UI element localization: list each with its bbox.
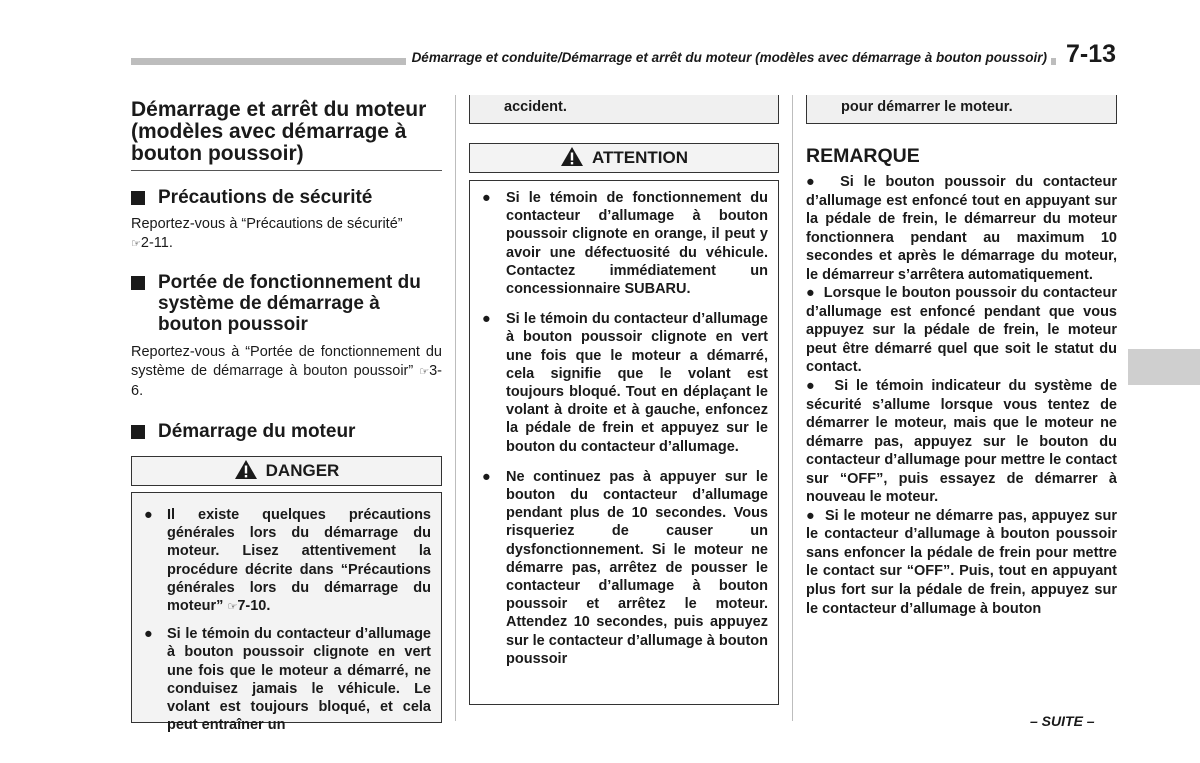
- danger-bullet: ● Il existe quelques précautions générales lors du démarrage du moteur. Lisez attentivement la procédure décrite dans “Précautions générales lors du démarrage du moteur” ☞7-10.: [144, 507, 431, 615]
- bullet-dot: ●: [144, 626, 153, 643]
- chapter-tab: [1128, 349, 1200, 385]
- square-bullet-icon: [131, 425, 145, 439]
- continued-marker: – SUITE –: [1030, 713, 1095, 729]
- remarque-item: ● Si le témoin indicateur du système de sécurité s’allume lorsque vous tentez de démarrer le moteur, mais que le moteur ne démarre pas, appuyez sur le bouton du contacteur d’allumage pour mettre le contact sur “OFF”, puis essayez de démarrer à nouveau le moteur.: [806, 378, 1118, 506]
- heading-range: Portée de fonctionnement du système de démarrage à bouton poussoir: [131, 272, 442, 335]
- warning-triangle-icon: [560, 146, 584, 167]
- page-ref-icon: ☞: [227, 601, 238, 614]
- heading-start-engine: Démarrage du moteur: [131, 421, 442, 442]
- warning-triangle-icon: [234, 459, 258, 480]
- column-middle: [469, 95, 779, 705]
- page-ref[interactable]: 2-11.: [140, 235, 173, 251]
- page-ref[interactable]: 3-6.: [131, 363, 443, 399]
- column-left: [131, 95, 443, 734]
- attention-banner: ATTENTION: [469, 143, 779, 173]
- bullet-dot: ●: [482, 468, 491, 485]
- precautions-text: Reportez-vous à “Précautions de sécurité” ☞2-11.: [131, 216, 403, 251]
- bullet-dot: ●: [806, 285, 816, 302]
- column-right: [806, 95, 1117, 618]
- danger-banner: DANGER: [131, 456, 442, 486]
- heading-precautions: Précautions de sécurité: [131, 187, 442, 208]
- page-ref-icon: ☞: [131, 238, 141, 250]
- attention-bullet: ● Si le témoin du contacteur d’allumage à bouton poussoir clignote en vert une fois que le moteur a démarré, cela signifie que le volant est toujours bloqué. Tout en déplaçant le volant à droite et à gauche, enfoncez la pédale de frein et appuyez sur le bouton du contacteur d’allumage.: [482, 311, 768, 455]
- remarque-item: ● Lorsque le bouton poussoir du contacteur d’allumage est enfoncé pendant que vous appuyez sur la pédale de frein, le moteur peut être démarré quel que soit le statut du contact.: [806, 285, 1117, 376]
- page-number: 7-13: [1066, 40, 1117, 68]
- attention-bullet: ● Ne continuez pas à appuyer sur le bouton du contacteur d’allumage pendant plus de 10 secondes. Vous risqueriez de causer un dysfonctionnement. Si le moteur ne démarre pas, arrêtez de pousser le contacteur d’allumage à bouton poussoir et arrêtez le moteur. Attendez 10 secondes, puis appuyez sur le contacteur d’allumage à bouton poussoir: [482, 468, 768, 667]
- running-header: Démarrage et conduite/Démarrage et arrêt du moteur (modèles avec démarrage à bouton poussoir): [131, 50, 1051, 65]
- square-bullet-icon: [131, 276, 145, 290]
- bullet-dot: ●: [144, 507, 153, 523]
- danger-panel: [131, 492, 442, 734]
- page-ref-icon: ☞: [419, 366, 430, 378]
- remarque-item: ● Si le moteur ne démarre pas, appuyez sur le contacteur d’allumage à bouton poussoir sans enfoncer la pédale de frein pour mettre le contact sur “OFF”. Puis, tout en appuyant plus fort sur la pédale de frein, appuyez sur le contacteur d’allumage à bouton: [806, 507, 1117, 617]
- section-title: Démarrage et arrêt du moteur (modèles avec démarrage à bouton poussoir): [131, 99, 442, 171]
- attention-bullet: ● Si le témoin de fonctionnement du contacteur d’allumage à bouton poussoir clignote en orange, il peut y avoir une défectuosité du véhicule. Contactez immédiatement un concessionnaire SUBARU.: [482, 190, 768, 298]
- continued-box: accident.: [469, 95, 779, 124]
- column-divider: [455, 95, 456, 721]
- remarque-title: REMARQUE: [806, 145, 920, 167]
- bullet-dot: ●: [482, 311, 491, 328]
- bullet-dot: ●: [806, 378, 819, 395]
- bullet-dot: ●: [806, 507, 816, 524]
- page-ref[interactable]: 7-10.: [237, 598, 271, 615]
- remarque-item: ● Si le bouton poussoir du contacteur d’allumage est enfoncé tout en appuyant sur la pédale de frein, le démarreur du moteur fonctionnera pendant au maximum 10 secondes et après le démarrage du moteur, le démarreur s’arrêtera automatiquement.: [806, 174, 1117, 283]
- column-divider: [792, 95, 793, 721]
- danger-bullet: ● Si le témoin du contacteur d’allumage à bouton poussoir clignote en vert une fois que le moteur a démarré, ne conduisez jamais le véhicule. Le volant est toujours bloqué, et cela peut entraîner un: [144, 626, 431, 734]
- square-bullet-icon: [131, 191, 145, 205]
- bullet-dot: ●: [482, 190, 491, 206]
- attention-panel: [469, 180, 779, 705]
- bullet-dot: ●: [806, 174, 821, 190]
- range-text: Reportez-vous à “Portée de fonctionnement du système de démarrage à bouton poussoir” ☞3-6.: [131, 344, 443, 399]
- continued-box: pour démarrer le moteur.: [806, 95, 1117, 124]
